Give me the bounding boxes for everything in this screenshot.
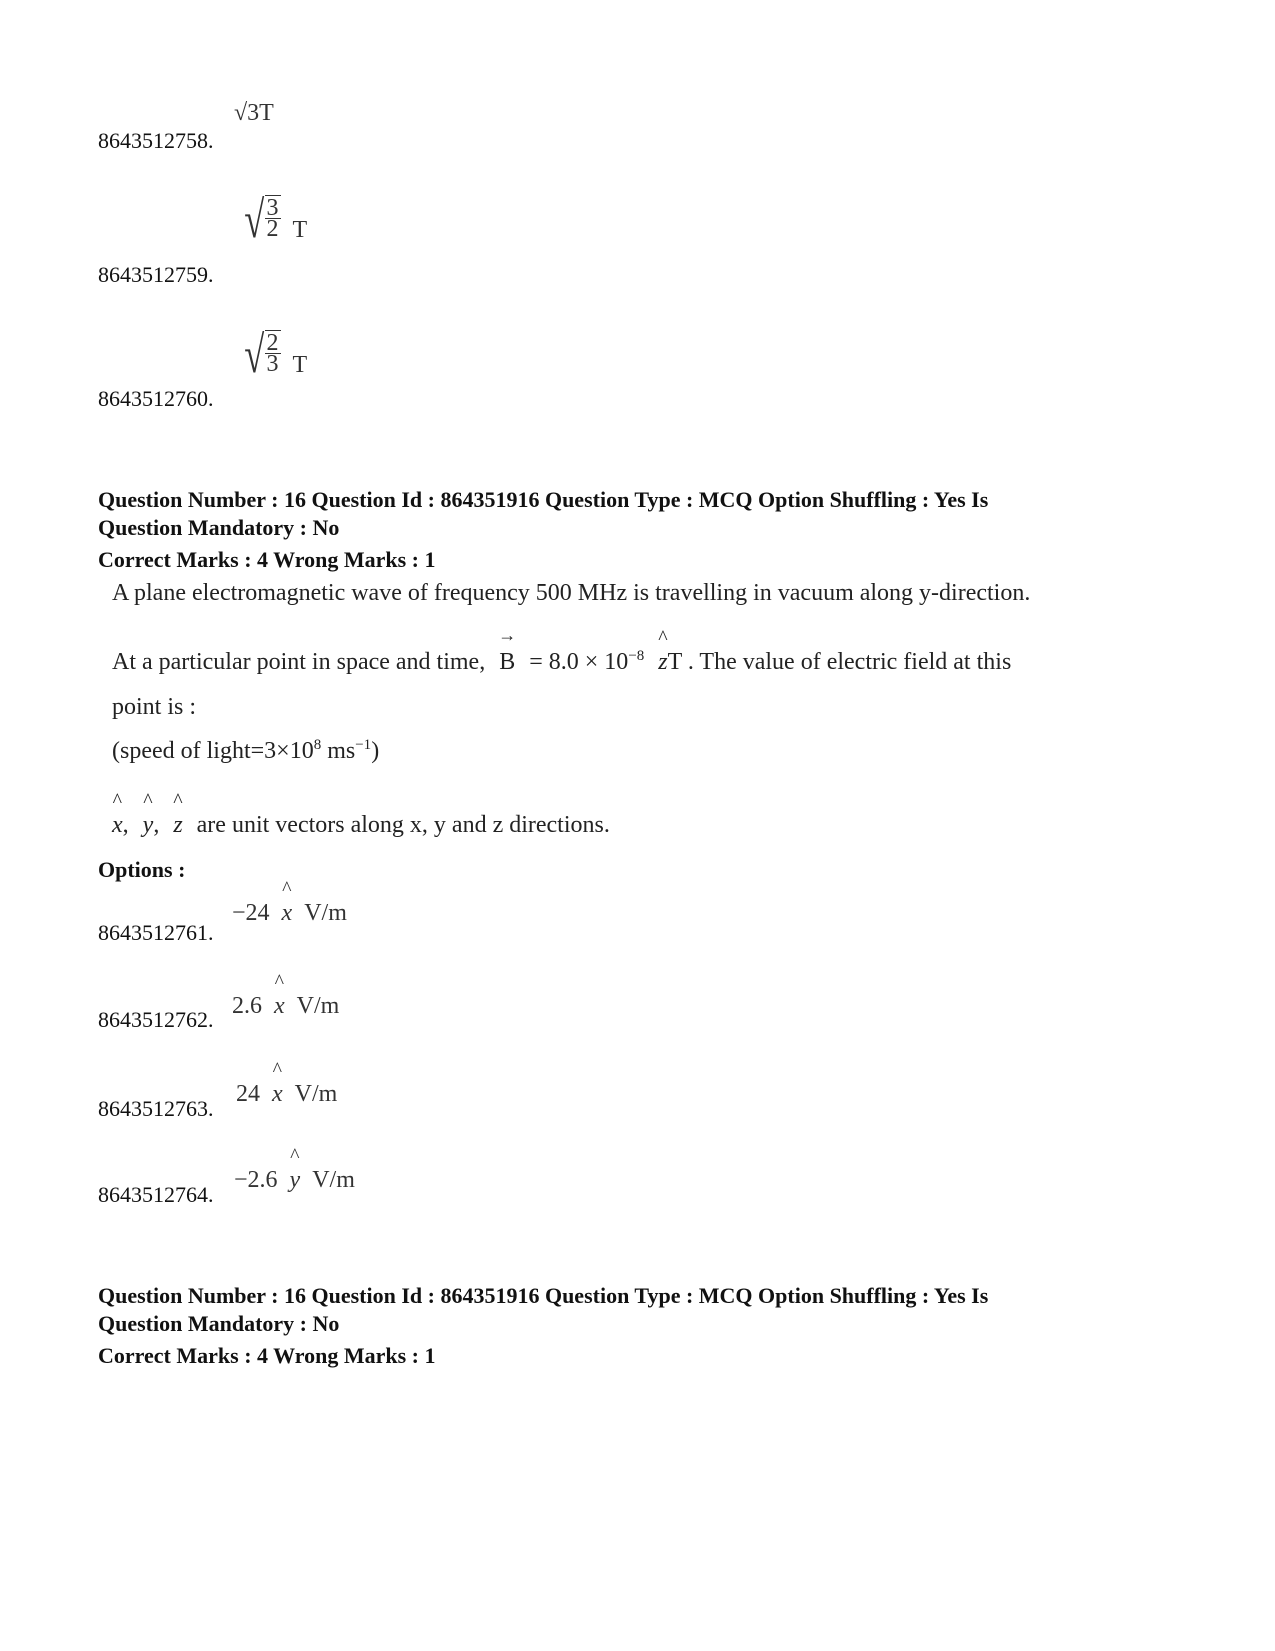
option-value-3: 24 ^ x V/m: [236, 1081, 337, 1108]
sqrt-fraction: √ $\frac{3}{2}$: [244, 192, 279, 249]
option-value-2: 2.6 ^ x V/m: [232, 993, 339, 1020]
question-text-line3: point is :: [112, 694, 197, 720]
option-id-4: 8643512761.: [98, 920, 214, 945]
sqrt-fraction: √ $\frac{2}{3}$: [244, 327, 279, 384]
question-text-line4: (speed of $light=3\times 10^8$ $ms^{-1}$): [112, 737, 380, 764]
question-text-line2: At a particular point in space and time, → $B = 8.0 \times 10^{-8}$ ^ zT . The value of electric field at this: [112, 648, 1011, 676]
option-id-1: 8643512758.: [98, 128, 214, 153]
option-id-6: 8643512763.: [98, 1096, 214, 1121]
option-math-1: √3T: [234, 100, 274, 126]
question-text-line1: A plane electromagnetic wave of frequency 500 MHz is travelling in vacuum along y-direction.: [112, 580, 1031, 606]
next-question-marks: Correct Marks : 4 Wrong Marks : 1: [98, 1343, 436, 1368]
option-id-7: 8643512764.: [98, 1182, 214, 1207]
question-text-line5: ^ x, ^ y, ^ z are unit vectors along x, y and z directions.: [112, 812, 610, 839]
question-marks: Correct Marks : 4 Wrong Marks : 1: [98, 547, 436, 572]
option-id-2: 8643512759.: [98, 262, 214, 287]
options-label: Options :: [98, 857, 186, 882]
option-value-4: −2.6 ^ y V/m: [234, 1167, 355, 1194]
question-header: Question Number : 16 Question Id : 864351916 Question Type : MCQ Option Shuffling : Yes Is Question Mandatory : No: [98, 487, 989, 540]
option-id-5: 8643512762.: [98, 1007, 214, 1032]
next-question-header: Question Number : 16 Question Id : 864351916 Question Type : MCQ Option Shuffling : Yes Is Question Mandatory : No: [98, 1283, 989, 1336]
option-math-2: √ $\frac{3}{2}$ T: [240, 195, 307, 247]
option-math-3: √ $\frac{2}{3}$ T: [240, 330, 307, 382]
option-id-3: 8643512760.: [98, 386, 214, 411]
option-value-1: −24 ^ x V/m: [232, 900, 347, 927]
